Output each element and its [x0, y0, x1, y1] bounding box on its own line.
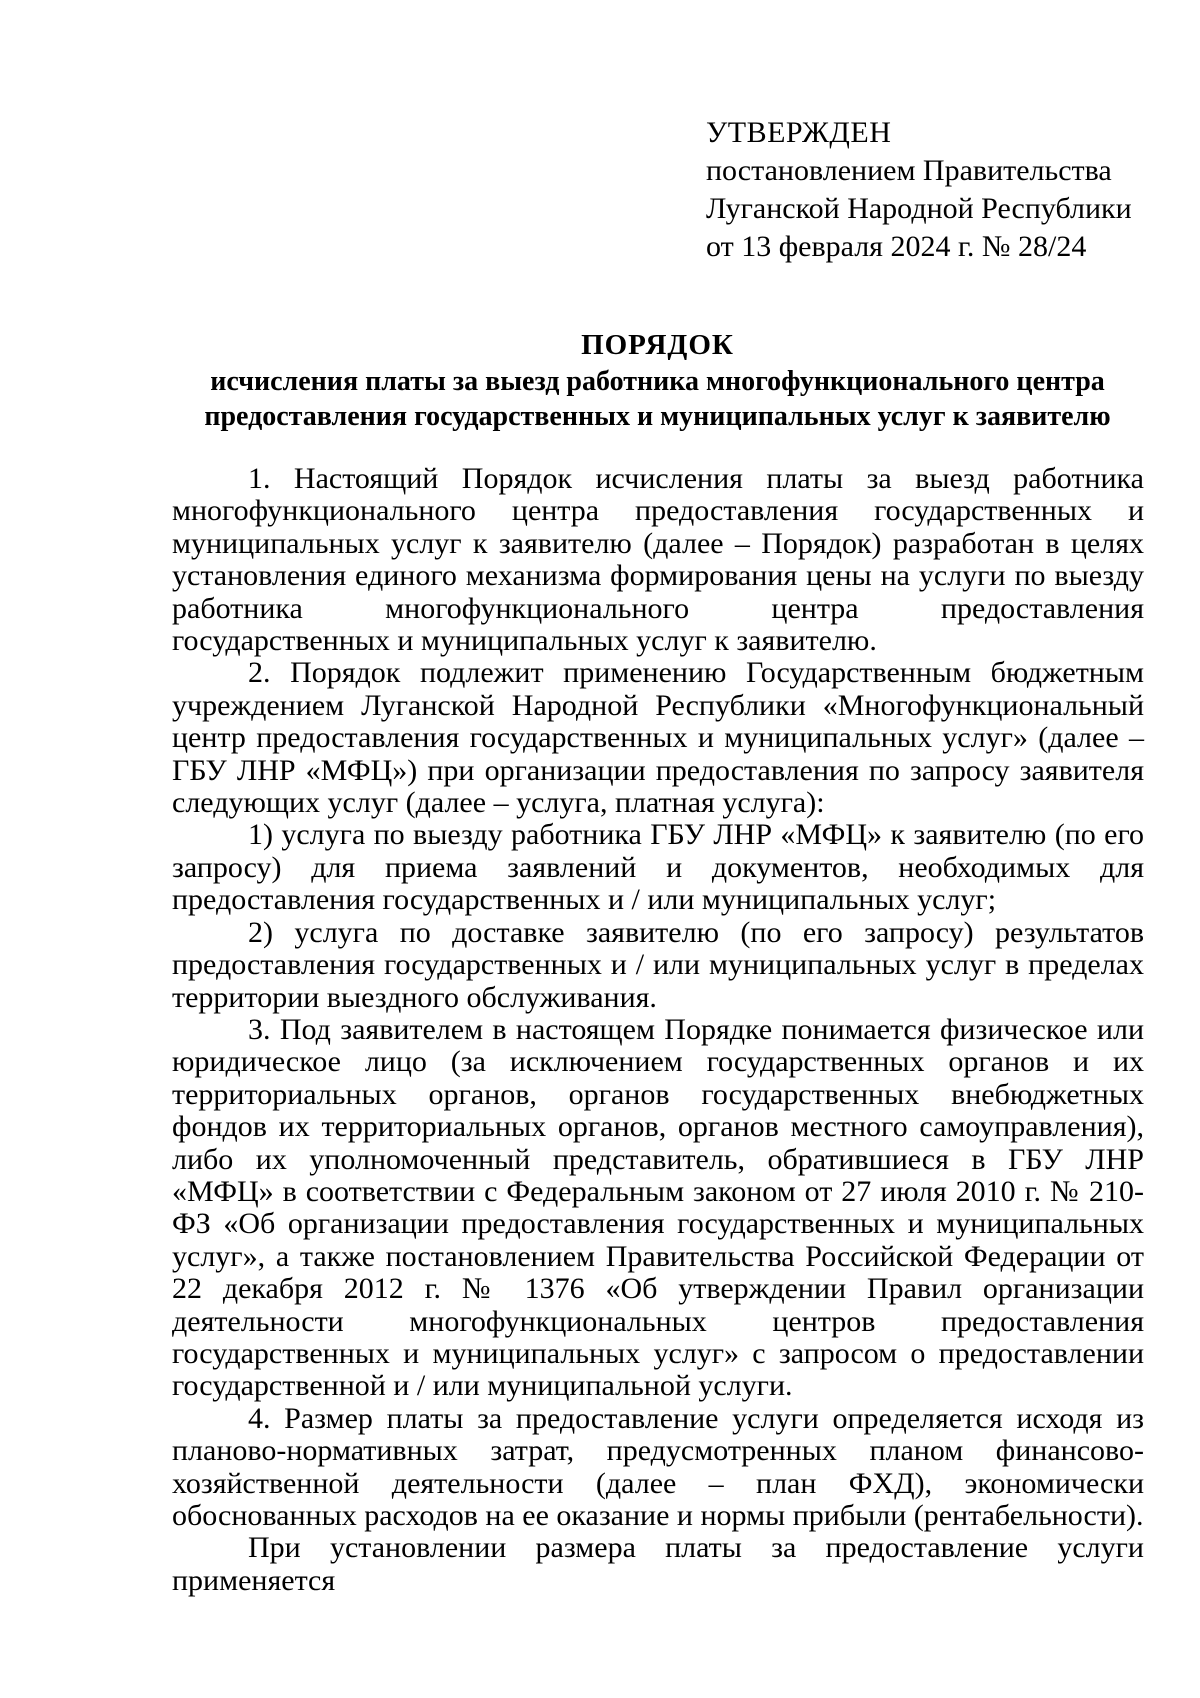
document-title [170, 328, 1145, 434]
paragraph-2-item-1: 1) услуга по выезду работника ГБУ ЛНР «МФЦ» к заявителю (по его запросу) для приема заявлений и документов, необходимых для предоставления государственных и / или муниципальных услуг; [172, 818, 1144, 917]
paragraph-2-item-2: 2) услуга по доставке заявителю (по его запросу) результатов предоставления государственных и / или муниципальных услуг в пределах территории выездного обслуживания. [172, 915, 1144, 1014]
title-line-1: исчисления платы за выезд работника многофункционального центра [210, 366, 1105, 397]
paragraph-5: При установлении размера платы за предоставление услуги применяется [172, 1531, 1144, 1597]
paragraph-2: 2. Порядок подлежит применению Государственным бюджетным учреждением Луганской Народной Республики «Многофункциональный центр предоставления государственных и муниципальных услуг» (далее – ГБУ ЛНР «МФЦ») при организации предоставления по запросу заявителя следующих услуг (далее – услуга, платная услуга): [172, 656, 1144, 820]
approval-line-2: Луганской Народной Республики [706, 192, 1132, 225]
title-line-2: предоставления государственных и муниципальных услуг к заявителю [204, 401, 1111, 432]
paragraph-3: 3. Под заявителем в настоящем Порядке понимается физическое или юридическое лицо (за исключением государственных органов и их территориальных органов, органов государственных внебюджетных фондов их территориальных органов, органов местного самоуправления), либо их уполномоченный представитель, обратившиеся в ГБУ ЛНР «МФЦ» в соответствии с Федеральным законом от 27 июля 2010 г. № 210-ФЗ «Об организации предоставления государственных и муниципальных услуг», а также постановлением Правительства Российской Федерации от 22 декабря 2012 г. № 1376 «Об утверждении Правил организации деятельности многофункциональных центров предоставления государственных и муниципальных услуг» с запросом о предоставлении государственной и / или муниципальной услуги. [172, 1012, 1144, 1403]
title-main: ПОРЯДОК [581, 329, 734, 361]
document-body [172, 463, 1144, 1597]
approval-line-1: постановлением Правительства [706, 154, 1112, 187]
approval-line-3: от 13 февраля 2024 г. № 28/24 [706, 230, 1087, 263]
approval-stamp [706, 114, 1132, 266]
paragraph-4: 4. Размер платы за предоставление услуги определяется исходя из планово-нормативных затрат, предусмотренных планом финансово-хозяйственной деятельности (далее – план ФХД), экономически обоснованных расходов на ее оказание и нормы прибыли (рентабельности). [172, 1401, 1144, 1532]
approval-heading: УТВЕРЖДЕН [706, 116, 892, 149]
paragraph-1: 1. Настоящий Порядок исчисления платы за выезд работника многофункционального центра предоставления государственных и муниципальных услуг к заявителю (далее – Порядок) разработан в целях установления единого механизма формирования цены на услуги по выезду работника многофункционального центра предоставления государственных и муниципальных услуг к заявителю. [172, 462, 1144, 658]
